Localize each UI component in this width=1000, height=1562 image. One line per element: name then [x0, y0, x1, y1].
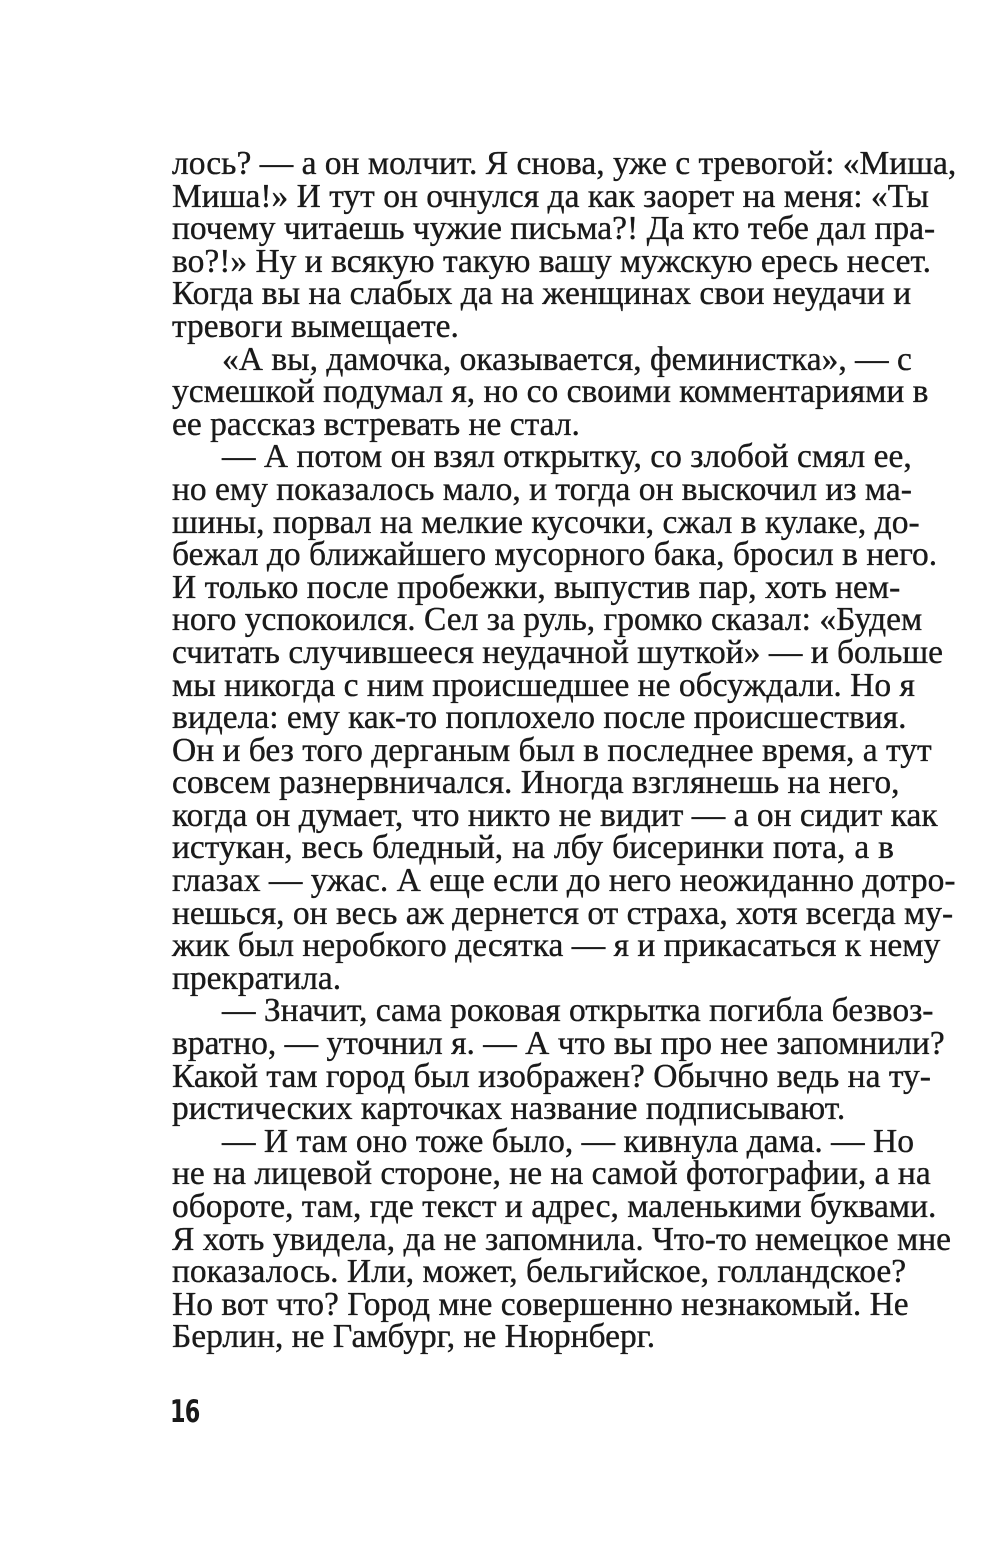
text-line: тревоги вымещаете. [172, 307, 459, 345]
page-number: 16 [170, 1394, 200, 1430]
text-line: Какой там город был изображен? Обычно ведь на ту- [172, 1057, 931, 1095]
text-line: обороте, там, где текст и адрес, маленькими буквами. [172, 1188, 937, 1225]
text-line: — Значит, сама роковая открытка погибла безвоз- [222, 992, 934, 1030]
text-line: во?!» Ну и всякую такую вашу мужскую ересь несет. [172, 242, 931, 280]
text-line: прекратила. [172, 959, 342, 997]
text-line: Он и без того дерганым был в последнее время, а тут [172, 731, 932, 769]
text-line: Берлин, не Гамбург, не Нюрнберг. [172, 1318, 656, 1356]
text-line: когда он думает, что никто не видит — а он сидит как [172, 796, 938, 834]
text-line: шины, порвал на мелкие кусочки, сжал в кулаке, до- [172, 503, 920, 541]
text-line: Я хоть увидела, да не запомнила. Что-то немецкое мне [172, 1220, 952, 1258]
text-line: вратно, — уточнил я. — А что вы про нее запомнили? [172, 1025, 945, 1063]
body-text [172, 145, 957, 1356]
text-line: «А вы, дамочка, оказывается, феминистка», — с [222, 340, 912, 378]
text-line: — И там оно тоже было, — кивнула дама. — Но [222, 1122, 914, 1160]
text-line: совсем разнервничался. Иногда взглянешь на него, [172, 764, 900, 802]
text-line: бежал до ближайшего мусорного бака, бросил в него. [172, 536, 938, 574]
text-line: показалось. Или, может, бельгийское, голландское? [172, 1253, 907, 1291]
text-line: считать случившееся неудачной шуткой» — и больше [172, 633, 944, 671]
text-line: жик был неробкого десятка — я и прикасаться к нему [172, 927, 941, 965]
text-line: ристических карточках название подписывают. [172, 1090, 846, 1128]
text-line: глазах — ужас. А еще если до него неожиданно дотро- [172, 862, 956, 900]
text-line: Когда вы на слабых да на женщинах свои неудачи и [172, 275, 912, 313]
text-line: нешься, он весь аж дернется от страха, хотя всегда му- [172, 894, 954, 932]
text-line: истукан, весь бледный, на лбу бисеринки пота, а в [172, 829, 894, 867]
text-line: но ему показалось мало, и тогда он выскочил из ма- [172, 470, 912, 508]
text-line: мы никогда с ним происшедшее не обсуждали. Но я [172, 666, 915, 704]
text-line: — А потом он взял открытку, со злобой смял ее, [222, 438, 912, 476]
text-line: не на лицевой стороне, не на самой фотографии, а на [172, 1155, 931, 1193]
text-line: усмешкой подумал я, но со своими комментариями в [172, 373, 929, 411]
text-line: почему читаешь чужие письма?! Да кто тебе дал пра- [172, 210, 936, 248]
text-line: И только после пробежки, выпустив пар, хоть нем- [172, 568, 901, 606]
text-line: лось? — а он молчит. Я снова, уже с тревогой: «Миша, [172, 145, 957, 182]
text-line: Миша!» И тут он очнулся да как заорет на меня: «Ты [172, 177, 929, 215]
text-line: ного успокоился. Сел за руль, громко сказал: «Будем [172, 601, 923, 639]
text-line: видела: ему как-то поплохело после происшествия. [172, 699, 907, 737]
text-line: ее рассказ встревать не стал. [172, 405, 580, 443]
text-line: Но вот что? Город мне совершенно незнакомый. Не [172, 1285, 909, 1323]
